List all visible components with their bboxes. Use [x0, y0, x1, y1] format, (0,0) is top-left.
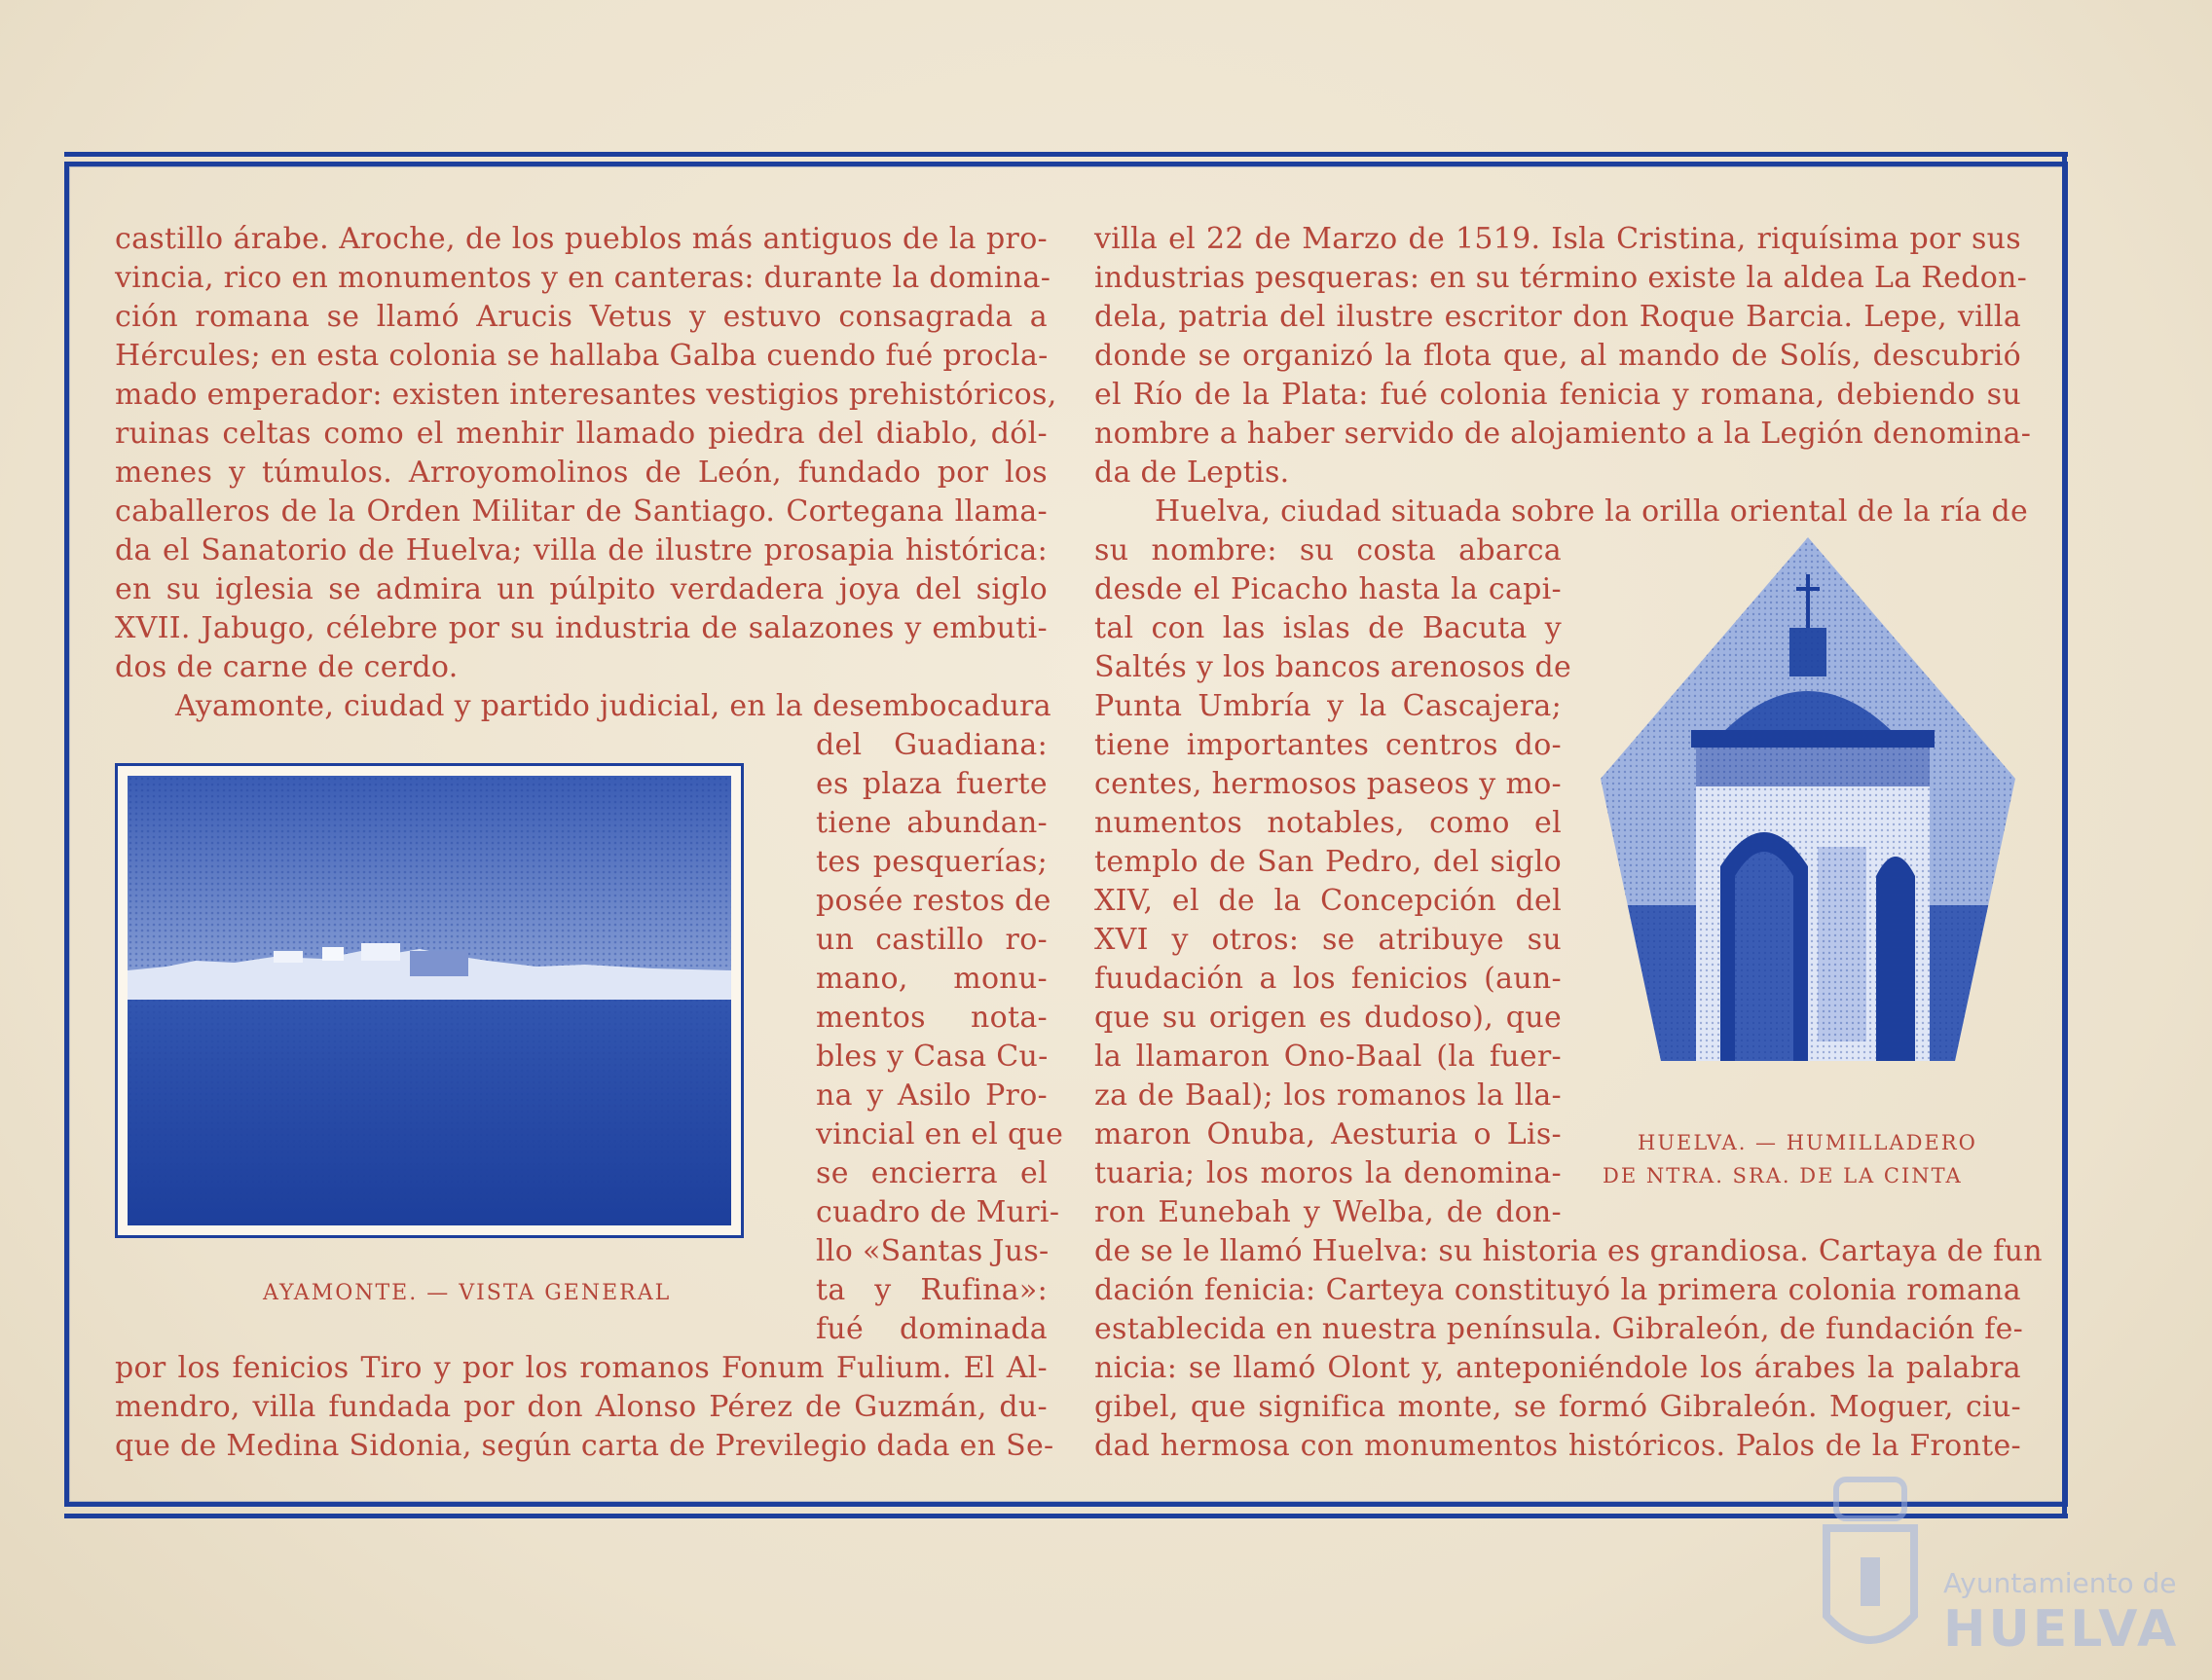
text-line: que de Medina Sidonia, según carta de Previlegio dada en Se- — [115, 1429, 1054, 1463]
text-line: tuaria; los moros la denomina- — [1094, 1156, 1562, 1190]
frame-right-rule — [2062, 152, 2067, 1518]
frame-top-rule — [64, 152, 2068, 157]
text-line: menes y túmulos. Arroyomolinos de León, fundado por los — [115, 456, 1048, 490]
text-line: por los fenicios Tiro y por los romanos Fonum Fulium. El Al- — [115, 1351, 1048, 1385]
text-line: mentos nota- — [816, 1001, 1048, 1035]
text-line: maron Onuba, Aesturia o Lis- — [1094, 1117, 1562, 1151]
text-line: templo de San Pedro, del siglo — [1094, 845, 1562, 879]
text-line: na y Asilo Pro- — [816, 1078, 1048, 1113]
text-line: vincia, rico en monumentos y en canteras: durante la domina- — [115, 261, 1051, 295]
text-line: donde se organizó la flota que, al mando de Solís, descubrió — [1094, 339, 2021, 373]
humilladero-caption-line1: HUELVA. — HUMILLADERO — [1638, 1131, 1977, 1154]
text-line: bles y Casa Cu- — [816, 1040, 1049, 1074]
text-line: tes pesquerías; — [816, 845, 1048, 879]
text-line: Hércules; en esta colonia se hallaba Galba cuendo fué procla- — [115, 339, 1049, 373]
text-line: establecida en nuestra península. Gibraleón, de fundación fe- — [1094, 1312, 2024, 1346]
text-line: tiene importantes centros do- — [1094, 728, 1562, 762]
text-line: ruinas celtas como el menhir llamado piedra del diablo, dól- — [115, 417, 1048, 451]
text-line: numentos notables, como el — [1094, 806, 1562, 840]
text-line: en su iglesia se admira un púlpito verdadera joya del siglo — [115, 572, 1048, 606]
text-line: da el Sanatorio de Huelva; villa de ilustre prosapia histórica: — [115, 533, 1048, 567]
text-line: industrias pesqueras: en su término existe la aldea La Redon- — [1094, 261, 2028, 295]
paragraph-start-line: Ayamonte, ciudad y partido judicial, en la desembocadura — [175, 689, 1051, 723]
text-line: caballeros de la Orden Militar de Santiago. Cortegana llama- — [115, 494, 1048, 529]
text-line: XVII. Jabugo, célebre por su industria de salazones y embuti- — [115, 611, 1048, 645]
text-line: llo «Santas Jus- — [816, 1234, 1050, 1268]
frame-bottom-rule — [64, 1514, 2068, 1518]
humilladero-caption-line2: DE NTRA. SRA. DE LA CINTA — [1603, 1164, 1963, 1187]
text-line: vincial en el que — [816, 1117, 1064, 1151]
text-line: su nombre: su costa abarca — [1094, 533, 1562, 567]
text-line: ción romana se llamó Arucis Vetus y estuvo consagrada a — [115, 300, 1048, 334]
text-line: XIV, el de la Concepción del — [1094, 884, 1562, 918]
text-line: posée restos de — [816, 884, 1051, 918]
text-line: mano, monu- — [816, 962, 1048, 996]
text-line: tiene abundan- — [816, 806, 1048, 840]
text-line: cuadro de Muri- — [816, 1195, 1060, 1229]
text-line: desde el Picacho hasta la capi- — [1094, 572, 1562, 606]
text-line: castillo árabe. Aroche, de los pueblos más antiguos de la pro- — [115, 222, 1048, 256]
text-line: villa el 22 de Marzo de 1519. Isla Cristina, riquísima por sus — [1094, 222, 2021, 256]
text-line: da de Leptis. — [1094, 456, 1290, 490]
paragraph-start-line: Huelva, ciudad situada sobre la orilla oriental de la ría de — [1155, 494, 2029, 529]
text-line: el Río de la Plata: fué colonia fenicia y romana, debiendo su — [1094, 378, 2021, 412]
text-line: dela, patria del ilustre escritor don Roque Barcia. Lepe, villa — [1094, 300, 2021, 334]
text-line: mado emperador: existen interesantes vestigios prehistóricos, — [115, 378, 1057, 412]
ayamonte-photo — [115, 763, 744, 1238]
text-line: es plaza fuerte — [816, 767, 1048, 801]
text-line: XVI y otros: se atribuye su — [1094, 923, 1562, 957]
text-line: dad hermosa con monumentos históricos. Palos de la Fronte- — [1094, 1429, 2021, 1463]
ayamonte-caption: AYAMONTE. — VISTA GENERAL — [263, 1281, 672, 1305]
text-line: Saltés y los bancos arenosos de — [1094, 650, 1572, 684]
ayuntamiento-watermark — [1807, 1470, 2212, 1680]
text-line: nombre a haber servido de alojamiento a la Legión denomina- — [1094, 417, 2032, 451]
text-line: fuudación a los fenicios (aun- — [1094, 962, 1562, 996]
ayamonte-view-image — [128, 776, 731, 1225]
city-crest-icon — [1807, 1470, 1934, 1664]
watermark-line1: Ayuntamiento de — [1943, 1567, 2177, 1599]
text-line: dación fenicia: Carteya constituyó la primera colonia romana — [1094, 1273, 2021, 1307]
text-line: za de Baal); los romanos la lla- — [1094, 1078, 1562, 1113]
text-line: la llamaron Ono-Baal (la fuer- — [1094, 1040, 1562, 1074]
text-line: fué dominada — [816, 1312, 1048, 1346]
text-line: un castillo ro- — [816, 923, 1048, 957]
text-line: que su origen es dudoso), que — [1094, 1001, 1562, 1035]
humilladero-photo — [1599, 535, 2017, 1069]
text-line: del Guadiana: — [816, 728, 1048, 762]
text-line: ron Eunebah y Welba, de don- — [1094, 1195, 1562, 1229]
text-line: ta y Rufina»: — [816, 1273, 1048, 1307]
text-line: se encierra el — [816, 1156, 1048, 1190]
text-line: centes, hermosos paseos y mo- — [1094, 767, 1562, 801]
text-line: de se le llamó Huelva: su historia es grandiosa. Cartaya de fun — [1094, 1234, 2043, 1268]
watermark-line2: HUELVA — [1943, 1600, 2180, 1659]
text-line: dos de carne de cerdo. — [115, 650, 459, 684]
text-line: tal con las islas de Bacuta y — [1094, 611, 1562, 645]
text-line: nicia: se llamó Olont y, anteponiéndole los árabes la palabra — [1094, 1351, 2021, 1385]
text-line: Punta Umbría y la Cascajera; — [1094, 689, 1562, 723]
humilladero-chapel-image — [1599, 535, 2017, 1069]
text-line: mendro, villa fundada por don Alonso Pérez de Guzmán, du- — [115, 1390, 1048, 1424]
text-line: gibel, que significa monte, se formó Gibraleón. Moguer, ciu- — [1094, 1390, 2021, 1424]
